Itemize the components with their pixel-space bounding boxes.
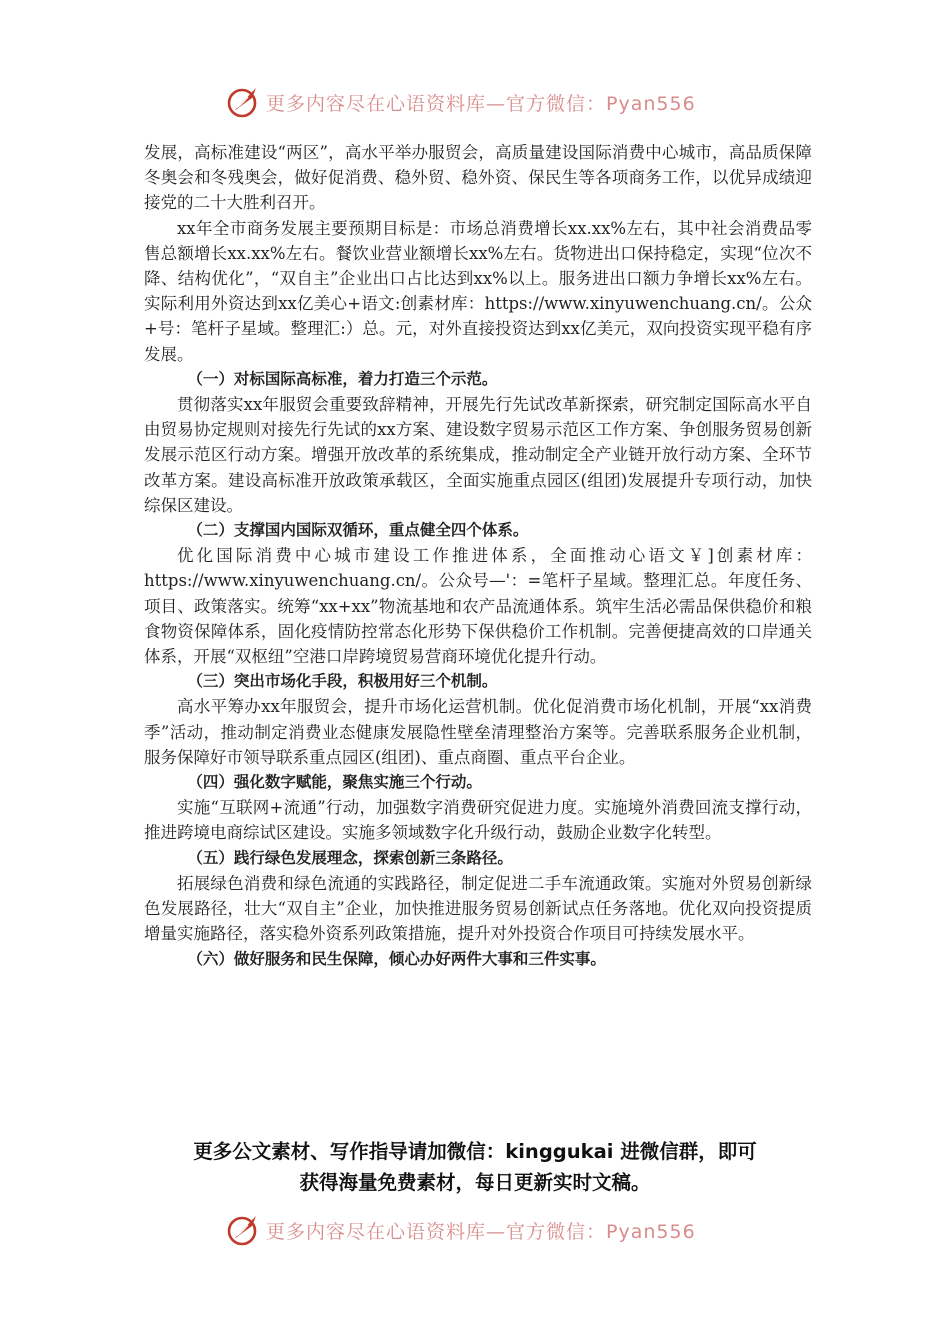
section-heading: （二）支撑国内国际双循环，重点健全四个体系。	[187, 521, 529, 540]
paragraph: 发展，高标准建设“两区”，高水平举办服贸会，高质量建设国际消费中心城市，高品质保障冬奥会和冬残奥会，做好促消费、稳外贸、稳外资、保民生等各项商务工作，以优异成绩迎接党的二十大胜利召开。	[144, 143, 812, 213]
section-heading: （三）突出市场化手段，积极用好三个机制。	[187, 672, 498, 691]
paragraph: 高水平筹办xx年服贸会，提升市场化运营机制。优化促消费市场化机制，开展“xx消费季”活动，推动制定消费业态健康发展隐性壁垒清理整治方案等。完善联系服务企业机制，服务保障好市领导联系重点园区(组团)、重点商圈、重点平台企业。	[144, 697, 812, 767]
paragraph: xx年全市商务发展主要预期目标是：市场总消费增长xx.xx%左右，其中社会消费品零售总额增长xx.xx%左右。餐饮业营业额增长xx%左右。货物进出口保持稳定，实现“位次不降、结构优化”，“双自主”企业出口占比达到xx%以上。服务进出口额力争增长xx%左右。实际利用外资达到xx亿美心+语文:创素材库：https://www.xinyuwenchuang.cn/。公众+号：笔杆子星域。整理汇:）总。元，对外直接投资达到xx亿美元，双向投资实现平稳有序发展。	[144, 218, 812, 364]
banner-text: 更多内容尽在心语资料库—官方微信：Pyan556	[266, 1220, 696, 1243]
paragraph: 拓展绿色消费和绿色流通的实践路径，制定促进二手车流通政策。实施对外贸易创新绿色发展路径，壮大“双自主”企业，加快推进服务贸易创新试点任务落地。优化双向投资提质增量实施路径，落实稳外资系列政策措施，提升对外投资合作项目可持续发展水平。	[144, 873, 812, 944]
section-heading: （四）强化数字赋能，聚焦实施三个行动。	[187, 773, 482, 792]
quill-logo-icon	[226, 1212, 262, 1248]
paragraph: 贯彻落实xx年服贸会重要致辞精神，开展先行先试改革新探索，研究制定国际高水平自由贸易协定规则对接先行先试的xx方案、建设数字贸易示范区工作方案、争创服务贸易创新发展示范区行动方案。增强开放改革的系统集成，推动制定全产业链开放行动方案、全环节改革方案。建设高标准开放政策承载区，全面实施重点园区(组团)发展提升专项行动，加快综保区建设。	[144, 395, 812, 515]
section-heading: （一）对标国际高标准，着力打造三个示范。	[187, 369, 498, 388]
quill-logo-icon	[226, 84, 262, 120]
section-heading: （五）践行绿色发展理念，探索创新三条路径。	[187, 848, 513, 867]
header-banner	[226, 82, 746, 122]
promo-notice	[120, 1136, 830, 1198]
section-heading: （六）做好服务和民生保障，倾心办好两件大事和三件实事。	[187, 949, 606, 968]
banner-wechat-id: Pyan556	[606, 92, 696, 115]
footer-banner	[226, 1210, 746, 1250]
paragraph: 优化国际消费中心城市建设工作推进体系，全面推动心语文￥]创素材库：https://www.xinyuwenchuang.cn/。公众号—'：=笔杆子星域。整理汇总。年度任务、项目、政策落实。统筹“xx+xx”物流基地和农产品流通体系。筑牢生活必需品保供稳价和粮食物资保障体系，固化疫情防控常态化形势下保供稳价工作机制。完善便捷高效的口岸通关体系，开展“双枢纽”空港口岸跨境贸易营商环境优化提升行动。	[144, 546, 812, 667]
document-body	[144, 140, 812, 972]
banner-wechat-id: Pyan556	[606, 1220, 696, 1243]
promo-line-2: 获得海量免费素材，每日更新实时文稿。	[299, 1171, 651, 1194]
banner-text: 更多内容尽在心语资料库—官方微信：Pyan556	[266, 92, 696, 115]
promo-line-1: 更多公文素材、写作指导请加微信：kinggukai 进微信群，即可	[193, 1140, 757, 1163]
paragraph: 实施“互联网+流通”行动，加强数字消费研究促进力度。实施境外消费回流支撑行动，推进跨境电商综试区建设。实施多领域数字化升级行动，鼓励企业数字化转型。	[144, 798, 812, 843]
